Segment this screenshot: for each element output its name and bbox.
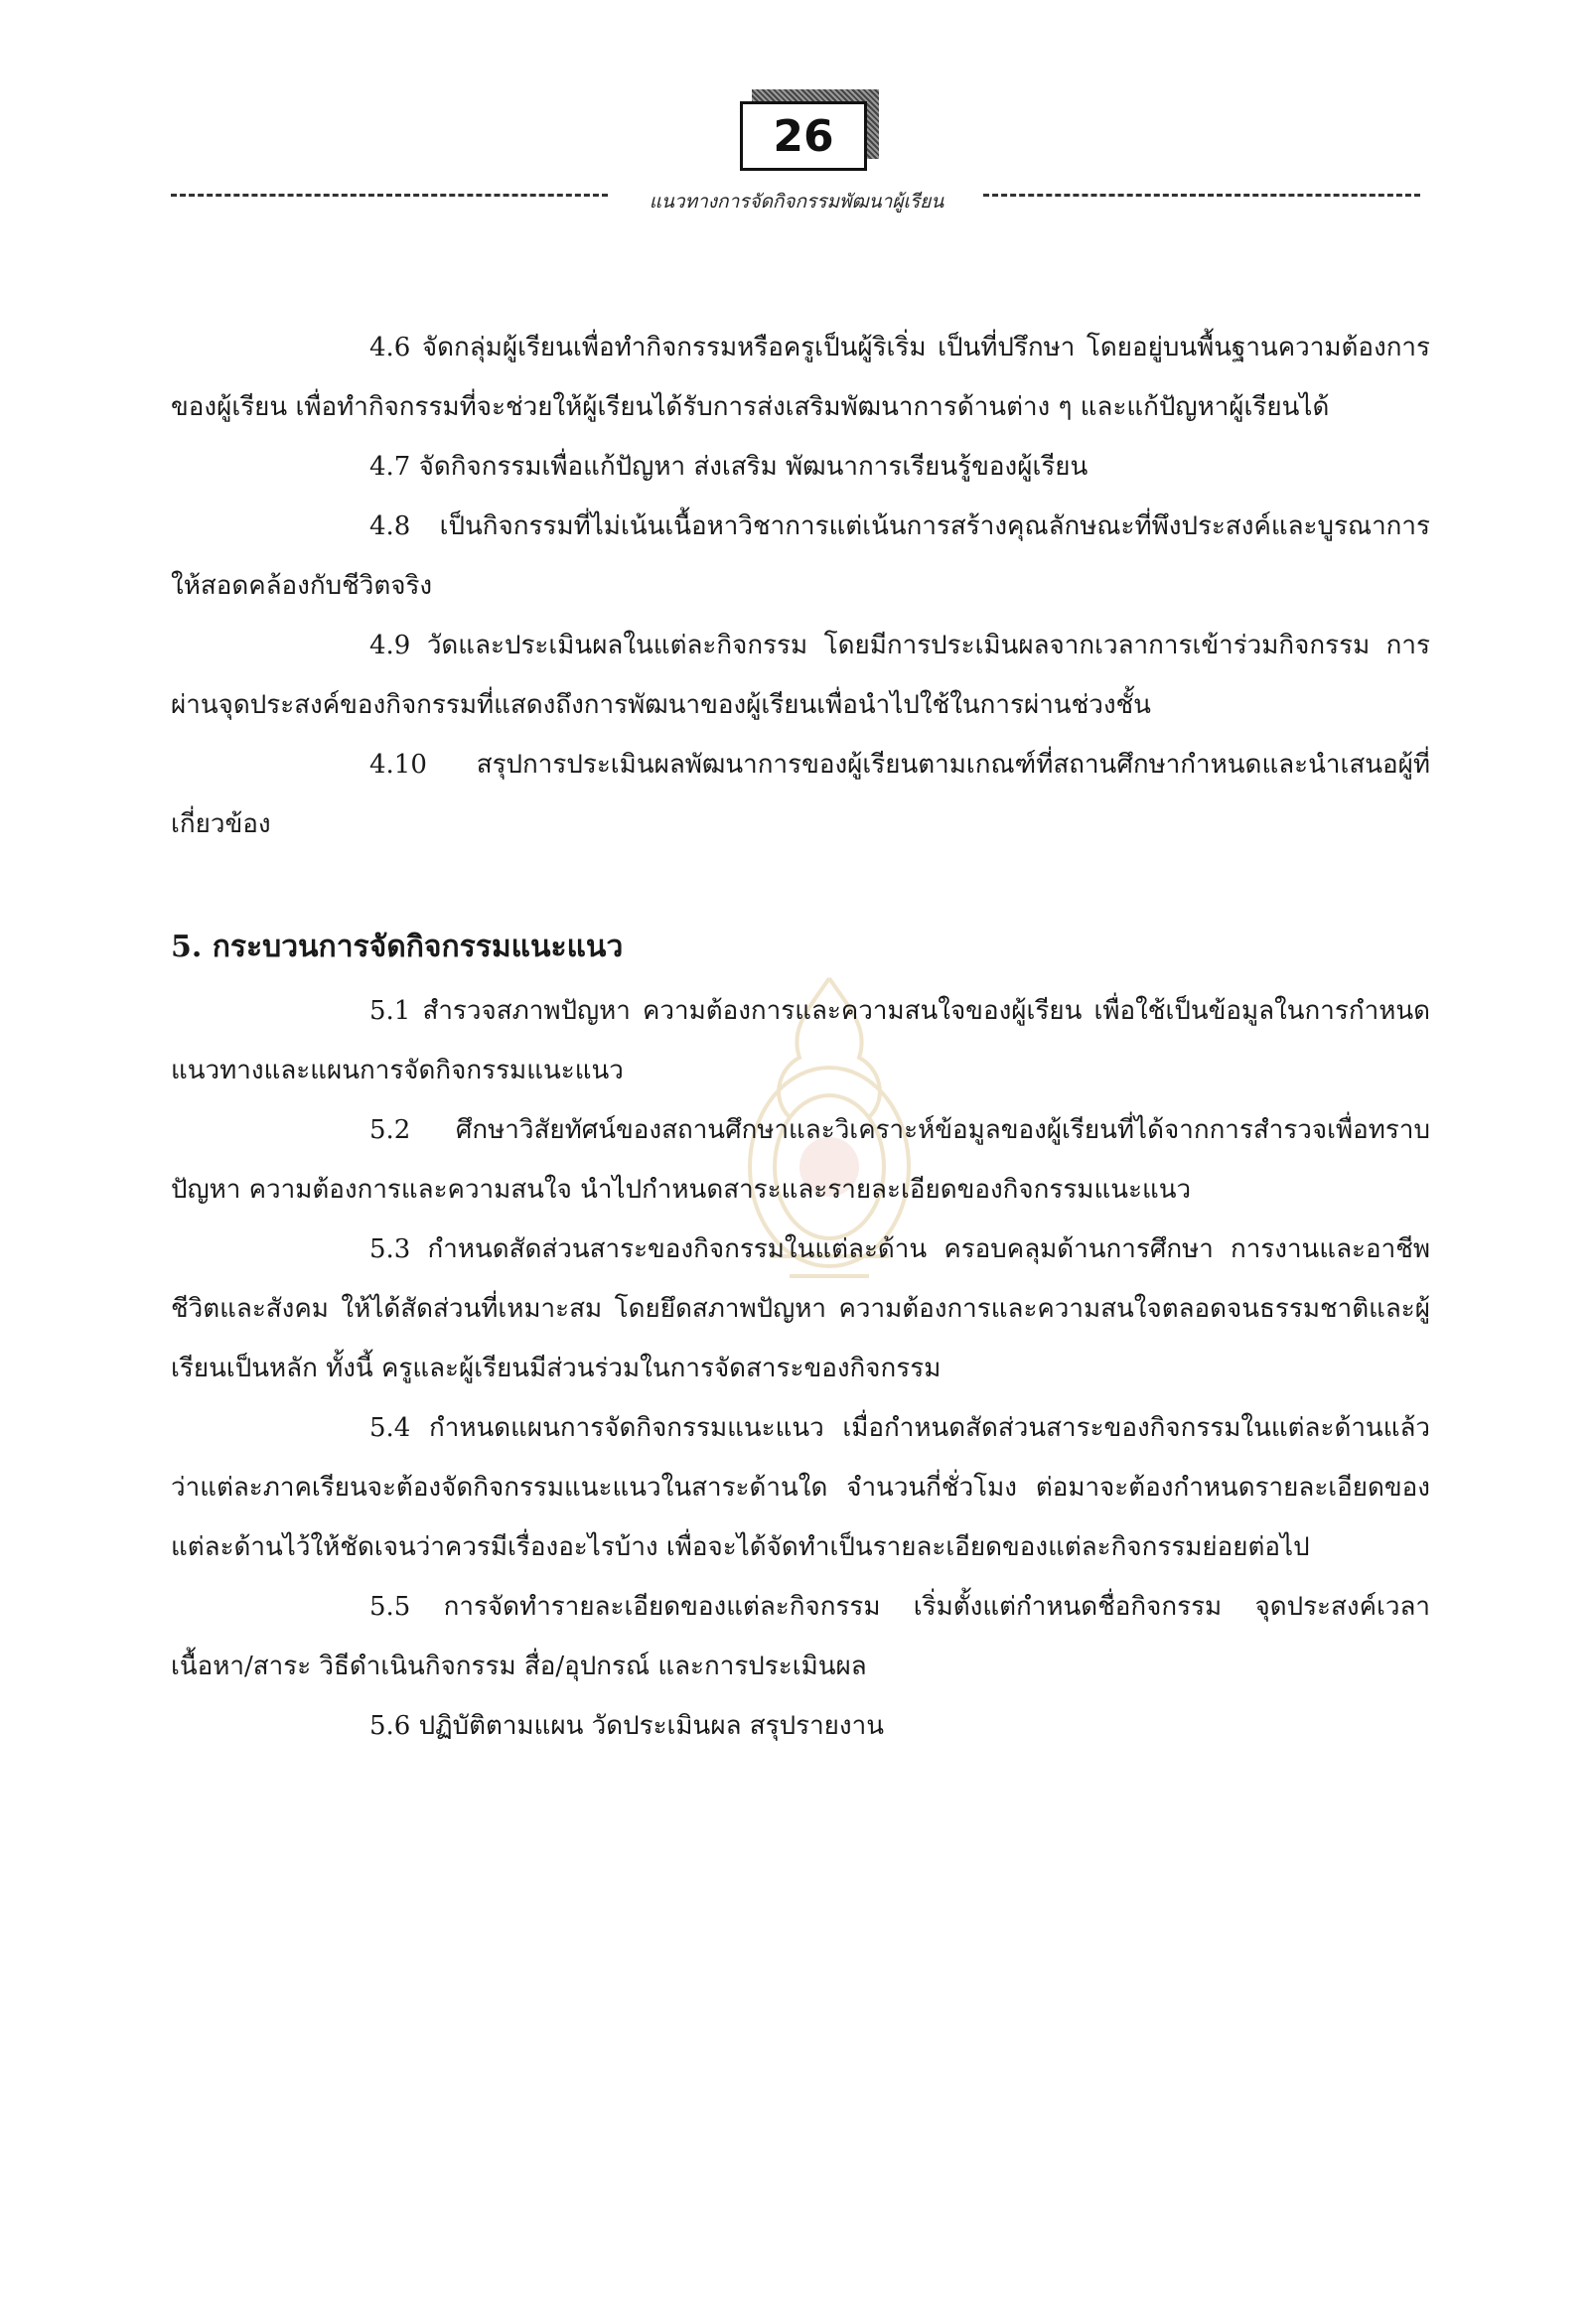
- paragraph-5-2: 5.2 ศึกษาวิสัยทัศน์ของสถานศึกษาและวิเคราะห์ข้อมูลของผู้เรียนที่ได้จากการสำรวจเพื่อทราบปัญหา ความต้องการและความสนใจ นำไปกำหนดสาระและรายละเอียดของกิจกรรมแนะแนว: [171, 1115, 1430, 1205]
- section-5-heading: 5. กระบวนการจัดกิจกรรมแนะแนว: [171, 930, 624, 964]
- paragraph-4-8: 4.8 เป็นกิจกรรมที่ไม่เน้นเนื้อหาวิชาการแต่เน้นการสร้างคุณลักษณะที่พึงประสงค์และบูรณาการให้สอดคล้องกับชีวิตจริง: [171, 511, 1430, 601]
- paragraph-4-9: 4.9 วัดและประเมินผลในแต่ละกิจกรรม โดยมีการประเมินผลจากเวลาการเข้าร่วมกิจกรรม การผ่านจุดประสงค์ของกิจกรรมที่แสดงถึงการพัฒนาของผู้เรียนเพื่อนำไปใช้ในการผ่านช่วงชั้น: [171, 631, 1430, 720]
- paragraph-4-6: 4.6 จัดกลุ่มผู้เรียนเพื่อทำกิจกรรมหรือครูเป็นผู้ริเริ่ม เป็นที่ปรึกษา โดยอยู่บนพื้นฐานความต้องการของผู้เรียน เพื่อทำกิจกรรมที่จะช่วยให้ผู้เรียนได้รับการส่งเสริมพัฒนาการด้านต่าง ๆ และแก้ปัญหาผู้เรียนได้: [171, 333, 1430, 422]
- paragraph-5-4: 5.4 กำหนดแผนการจัดกิจกรรมแนะแนว เมื่อกำหนดสัดส่วนสาระของกิจกรรมในแต่ละด้านแล้วว่าแต่ละภาคเรียนจะต้องจัดกิจกรรมแนะแนวในสาระด้านใด จำนวนกี่ชั่วโมง ต่อมาจะต้องกำหนดรายละเอียดของแต่ละด้านไว้ให้ชัดเจนว่าควรมีเรื่องอะไรบ้าง เพื่อจะได้จัดทำเป็นรายละเอียดของแต่ละกิจกรรมย่อยต่อไป: [171, 1413, 1430, 1562]
- document-body: [171, 318, 1430, 1756]
- paragraph-4-7: 4.7 จัดกิจกรรมเพื่อแก้ปัญหา ส่งเสริม พัฒนาการเรียนรู้ของผู้เรียน: [369, 452, 1088, 482]
- header-rule-right: [983, 194, 1420, 203]
- paragraph-4-10: 4.10 สรุปการประเมินผลพัฒนาการของผู้เรียนตามเกณฑ์ที่สถานศึกษากำหนดและนำเสนอผู้ที่เกี่ยวข้อง: [171, 750, 1430, 839]
- header-rule-left: [171, 194, 608, 203]
- running-header-title: แนวทางการจัดกิจกรรมพัฒนาผู้เรียน: [649, 191, 944, 213]
- paragraph-5-3: 5.3 กำหนดสัดส่วนสาระของกิจกรรมในแต่ละด้าน ครอบคลุมด้านการศึกษา การงานและอาชีพ ชีวิตและสังคม ให้ได้สัดส่วนที่เหมาะสม โดยยึดสภาพปัญหา ความต้องการและความสนใจตลอดจนธรรมชาติและผู้เรียนเป็นหลัก ทั้งนี้ ครูและผู้เรียนมีส่วนร่วมในการจัดสาระของกิจกรรม: [171, 1234, 1430, 1383]
- page-number: 26: [740, 101, 867, 171]
- paragraph-5-6: 5.6 ปฏิบัติตามแผน วัดประเมินผล สรุปรายงาน: [369, 1711, 884, 1741]
- paragraph-5-5: 5.5 การจัดทำรายละเอียดของแต่ละกิจกรรม เริ่มตั้งแต่กำหนดชื่อกิจกรรม จุดประสงค์เวลาเนื้อหา/สาระ วิธีดำเนินกิจกรรม สื่อ/อุปกรณ์ และการประเมินผล: [171, 1592, 1430, 1681]
- paragraph-5-1: 5.1 สำรวจสภาพปัญหา ความต้องการและความสนใจของผู้เรียน เพื่อใช้เป็นข้อมูลในการกำหนดแนวทางและแผนการจัดกิจกรรมแนะแนว: [171, 996, 1430, 1085]
